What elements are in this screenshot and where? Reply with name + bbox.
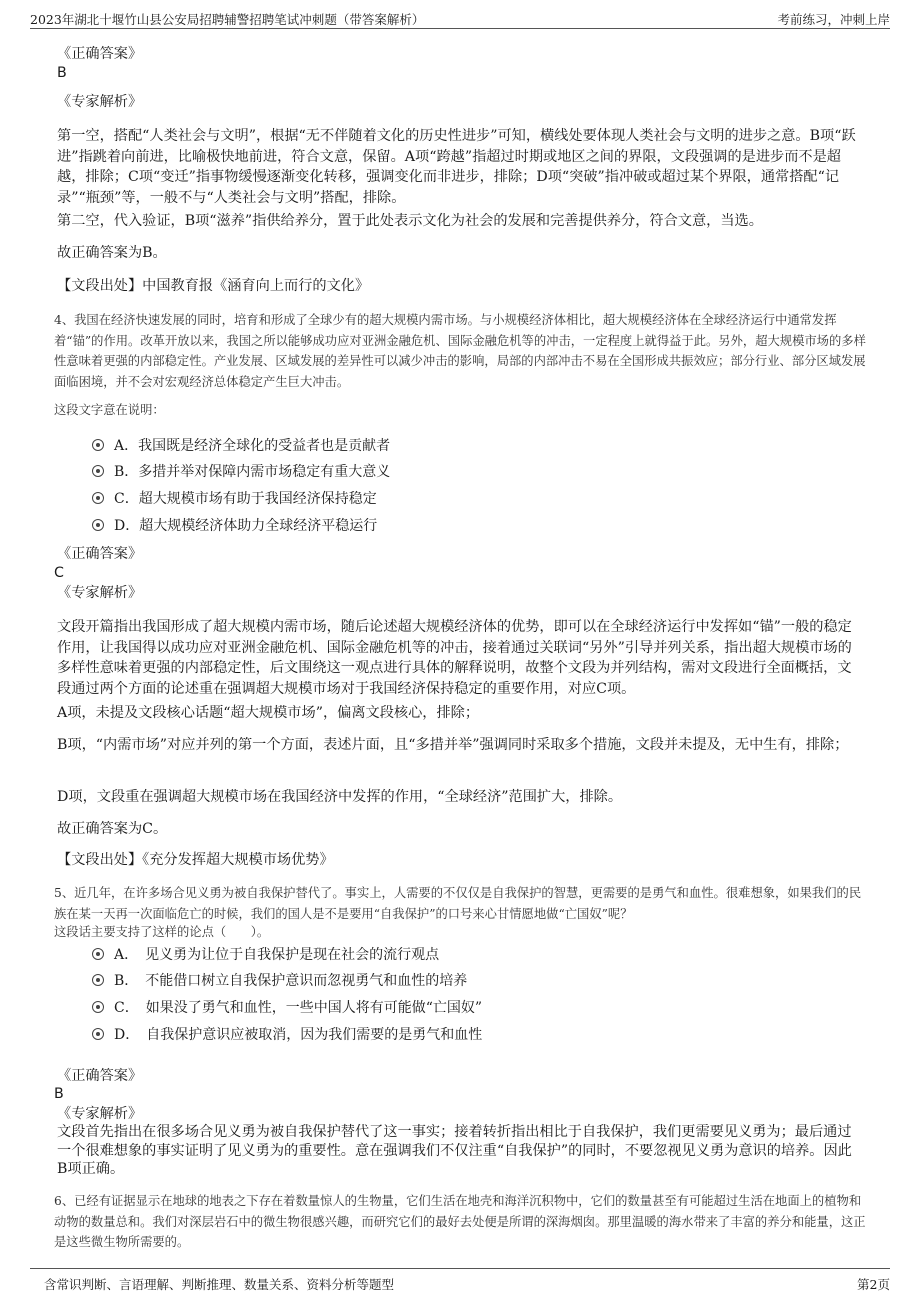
analysis-paragraph: A项，未提及文段核心话题“超大规模市场”，偏离文段核心，排除；: [57, 705, 480, 721]
source-citation: 【文段出处】中国教育报《涵育向上而行的文化》: [57, 278, 370, 294]
analysis-label: 《专家解析》: [57, 1106, 143, 1122]
option-text: B． 不能借口树立自我保护意识而忽视勇气和血性的培养: [114, 973, 468, 989]
radio-icon[interactable]: [92, 1001, 104, 1013]
question-stem: 4、我国在经济快速发展的同时，培育和形成了全球少有的超大规模内需市场。与小规模经济体相比，超大规模经济体在全球经济运行中通常发挥着“锚”的作用。改革开放以来，我国之所以能够成功应对亚洲金融危机、国际金融危机等的冲击，一定程度上就得益于此。另外，超大规模市场的多样性意味着更强的内部稳定性。产业发展、区域发展的差异性可以减少冲击的影响，局部的内部冲击不易在全国形成共振效应；部分行业、部分区域发展面临困境，并不会对宏观经济总体稳定产生巨大冲击。: [54, 313, 866, 389]
option-a[interactable]: [92, 436, 390, 456]
radio-icon[interactable]: [92, 492, 104, 504]
analysis-paragraph: 第二空，代入验证，B项“滋养”指供给养分，置于此处表示文化为社会的发展和完善提供养分，符合文意，当选。: [57, 213, 763, 229]
answer-value: C: [54, 565, 64, 581]
option-text: D．超大规模经济体助力全球经济平稳运行: [114, 518, 378, 534]
option-b[interactable]: [92, 462, 390, 482]
option-text: C． 如果没了勇气和血性，一些中国人将有可能做“亡国奴”: [114, 1000, 483, 1016]
analysis-paragraph: D项，文段重在强调超大规模市场在我国经济中发挥的作用，“全球经济”范围扩大，排除。: [57, 789, 623, 805]
question-stem: 5、近几年，在许多场合见义勇为被自我保护替代了。事实上，人需要的不仅仅是自我保护的智慧，更需要的是勇气和血性。很难想象，如果我们的民族在某一天再一次面临危亡的时候，我们的国人是不是要用“自我保护”的口号来心甘情愿地做“亡国奴”呢？: [54, 886, 862, 921]
question-stem: 6、已经有证据显示在地球的地表之下存在着数量惊人的生物量，它们生活在地壳和海洋沉积物中，它们的数量甚至有可能超过生活在地面上的植物和动物的数量总和。我们对深层岩石中的微生物很感兴趣，而研究它们的最好去处便是所谓的深海烟囱。那里温暖的海水带来了丰富的养分和能量，这正是这些微生物所需要的。: [54, 1194, 866, 1249]
question-prompt: 这段话主要支持了这样的论点（ ）。: [54, 925, 270, 939]
analysis-label: 《专家解析》: [57, 585, 143, 601]
answer-value: B: [54, 1086, 64, 1102]
question-prompt: 这段文字意在说明：: [54, 403, 165, 417]
analysis-paragraph: 第一空，搭配“人类社会与文明”，根据“无不伴随着文化的历史性进步”可知，横线处要体现人类社会与文明的进步之意。B项“跃进”指跳着向前进，比喻极快地前进，符合文意，保留。A项“跨越”指超过时期或地区之间的界限，文段强调的是进步而不是超越，排除；C项“变迁”指事物缓慢逐渐变化转移，强调变化而非进步，排除；D项“突破”指冲破或超过某个界限，通常搭配“记录”“瓶颈”等，一般不与“人类社会与文明”搭配，排除。: [57, 128, 856, 206]
option-b[interactable]: [92, 971, 467, 991]
radio-icon[interactable]: [92, 465, 104, 477]
page-header: [30, 6, 890, 29]
option-d[interactable]: [92, 516, 377, 536]
radio-icon[interactable]: [92, 439, 104, 451]
option-text: B．多措并举对保障内需市场稳定有重大意义: [114, 464, 391, 480]
header-slogan: 考前练习，冲刺上岸: [777, 12, 890, 27]
option-c[interactable]: [92, 998, 482, 1018]
option-text: C．超大规模市场有助于我国经济保持稳定: [114, 491, 377, 507]
option-a[interactable]: [92, 945, 439, 965]
page-footer: [30, 1268, 890, 1295]
answer-label: 《正确答案》: [57, 46, 143, 62]
radio-icon[interactable]: [92, 519, 104, 531]
analysis-conclusion: 故正确答案为B。: [57, 245, 167, 261]
source-citation: 【文段出处】《充分发挥超大规模市场优势》: [57, 852, 334, 868]
answer-value: B: [57, 65, 67, 81]
radio-icon[interactable]: [92, 1028, 104, 1040]
page-number: 第2页: [857, 1277, 890, 1292]
option-text: A． 见义勇为让位于自我保护是现在社会的流行观点: [114, 947, 440, 963]
analysis-paragraph: 文段首先指出在很多场合见义勇为被自我保护替代了这一事实；接着转折指出相比于自我保护，我们更需要见义勇为；最后通过一个很难想象的事实证明了见义勇为的重要性。意在强调我们不仅注重“自我保护”的同时，不要忽视见义勇为意识的培养。因此B项正确。: [57, 1124, 852, 1177]
analysis-label: 《专家解析》: [57, 94, 143, 110]
answer-label: 《正确答案》: [57, 1068, 143, 1084]
option-text: A．我国既是经济全球化的受益者也是贡献者: [114, 438, 391, 454]
document-title: 2023年湖北十堰竹山县公安局招聘辅警招聘笔试冲刺题（带答案解析）: [30, 12, 425, 27]
radio-icon[interactable]: [92, 948, 104, 960]
analysis-paragraph: 文段开篇指出我国形成了超大规模内需市场，随后论述超大规模经济体的优势，即可以在全球经济运行中发挥如“锚”一般的稳定作用，让我国得以成功应对亚洲金融危机、国际金融危机等的冲击，接着通过关联词“另外”引导并列关系，指出超大规模市场的多样性意味着更强的内部稳定性，后文围绕这一观点进行具体的解释说明，故整个文段为并列结构，需对文段进行全面概括，文段通过两个方面的论述重在强调超大规模市场对于我国经济保持稳定的重要作用，对应C项。: [57, 619, 852, 697]
footer-note: 含常识判断、言语理解、判断推理、数量关系、资料分析等题型: [44, 1277, 395, 1292]
analysis-paragraph: B项，“内需市场”对应并列的第一个方面，表述片面，且“多措并举”强调同时采取多个措施，文段并未提及，无中生有，排除；: [57, 737, 849, 753]
option-text: D． 自我保护意识应被取消，因为我们需要的是勇气和血性: [114, 1027, 483, 1043]
analysis-conclusion: 故正确答案为C。: [57, 821, 168, 837]
option-c[interactable]: [92, 489, 377, 509]
radio-icon[interactable]: [92, 974, 104, 986]
option-d[interactable]: [92, 1025, 482, 1045]
answer-label: 《正确答案》: [57, 546, 143, 562]
